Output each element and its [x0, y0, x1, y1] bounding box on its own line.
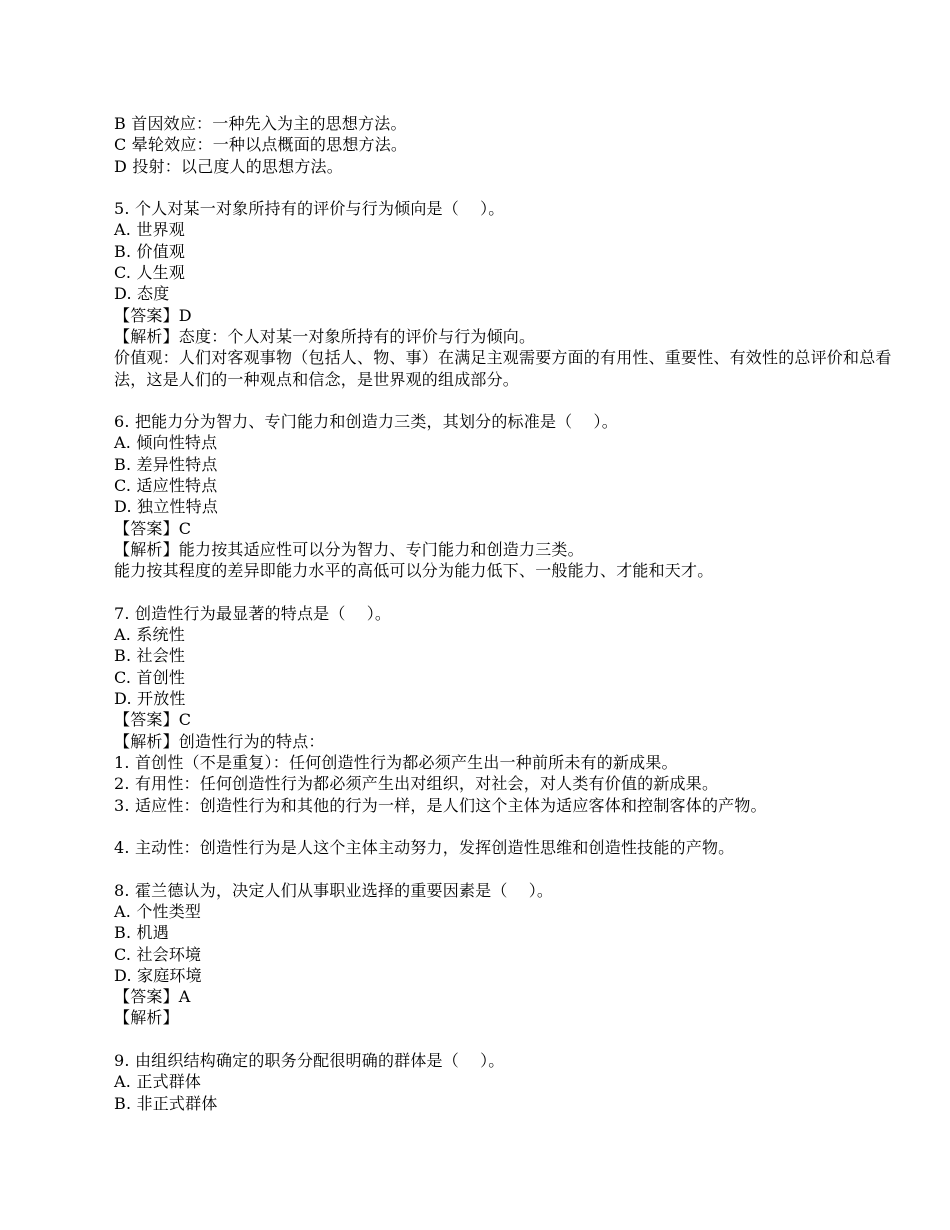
- question-stem: 7. 创造性行为最显著的特点是（ ）。: [114, 603, 392, 623]
- option-a: A. 正式群体: [114, 1072, 202, 1092]
- analysis-line: 4. 主动性：创造性行为是人这个主体主动努力，发挥创造性思维和创造性技能的产物。: [114, 838, 735, 858]
- option-a: A. 系统性: [114, 625, 185, 645]
- option-b: B. 机遇: [114, 923, 169, 943]
- option-d: D. 态度: [114, 284, 170, 304]
- analysis-line: 【解析】能力按其适应性可以分为智力、专门能力和创造力三类。: [114, 539, 584, 559]
- analysis-line: 【解析】创造性行为的特点：: [114, 731, 325, 751]
- option-d: D. 家庭环境: [114, 965, 202, 985]
- answer-line: 【答案】D: [114, 305, 192, 325]
- question-7: [114, 603, 904, 859]
- spacer: [114, 177, 904, 198]
- question-stem: 5. 个人对某一对象所持有的评价与行为倾向是（ ）。: [114, 199, 505, 219]
- question-stem: 8. 霍兰德认为，决定人们从事职业选择的重要因素是（ ）。: [114, 880, 554, 900]
- analysis-line: 能力按其程度的差异即能力水平的高低可以分为能力低下、一般能力、才能和天才。: [114, 561, 714, 581]
- analysis-line: 3. 适应性：创造性行为和其他的行为一样，是人们这个主体为适应客体和控制客体的产物。: [114, 795, 767, 815]
- analysis-line: 1. 首创性（不是重复）：任何创造性行为都必须产生出一种前所未有的新成果。: [114, 752, 678, 772]
- option-a: A. 世界观: [114, 220, 185, 240]
- spacer: [114, 582, 904, 603]
- question-stem: 9. 由组织结构确定的职务分配很明确的群体是（ ）。: [114, 1051, 505, 1071]
- previous-question-options: [114, 113, 904, 177]
- question-stem: 6. 把能力分为智力、专门能力和创造力三类，其划分的标准是（ ）。: [114, 412, 618, 432]
- option-line: D 投射：以己度人的思想方法。: [114, 156, 343, 176]
- question-8: [114, 880, 904, 1029]
- analysis-line: 【解析】态度：个人对某一对象所持有的评价与行为倾向。: [114, 326, 536, 346]
- option-a: A. 个性类型: [114, 901, 202, 921]
- option-c: C. 首创性: [114, 667, 186, 687]
- answer-line: 【答案】C: [114, 710, 192, 730]
- option-b: B. 社会性: [114, 646, 186, 666]
- spacer: [114, 858, 904, 879]
- document-page: [114, 113, 904, 1114]
- question-6: [114, 411, 904, 581]
- analysis-line: 价值观：人们对客观事物（包括人、物、事）在满足主观需要方面的有用性、重要性、有效性的总评价和总看法，这是人们的一种观点和信念，是世界观的组成部分。: [114, 348, 892, 389]
- option-line: B 首因效应：一种先入为主的思想方法。: [114, 114, 407, 133]
- question-9: [114, 1050, 904, 1114]
- option-d: D. 独立性特点: [114, 497, 219, 517]
- option-a: A. 倾向性特点: [114, 433, 218, 453]
- option-line: C 晕轮效应：一种以点概面的思想方法。: [114, 135, 408, 155]
- option-c: C. 人生观: [114, 263, 186, 283]
- option-c: C. 社会环境: [114, 944, 202, 964]
- answer-line: 【答案】C: [114, 518, 192, 538]
- option-d: D. 开放性: [114, 689, 186, 709]
- analysis-line: 2. 有用性：任何创造性行为都必须产生出对组织，对社会，对人类有价值的新成果。: [114, 774, 719, 794]
- spacer: [114, 1029, 904, 1050]
- spacer: [114, 390, 904, 411]
- analysis-line: 【解析】: [114, 1008, 179, 1028]
- analysis-line: [114, 816, 904, 837]
- question-5: [114, 198, 904, 390]
- option-b: B. 差异性特点: [114, 454, 218, 474]
- option-c: C. 适应性特点: [114, 476, 218, 496]
- answer-line: 【答案】A: [114, 987, 191, 1007]
- option-b: B. 非正式群体: [114, 1093, 218, 1113]
- option-b: B. 价值观: [114, 241, 186, 261]
